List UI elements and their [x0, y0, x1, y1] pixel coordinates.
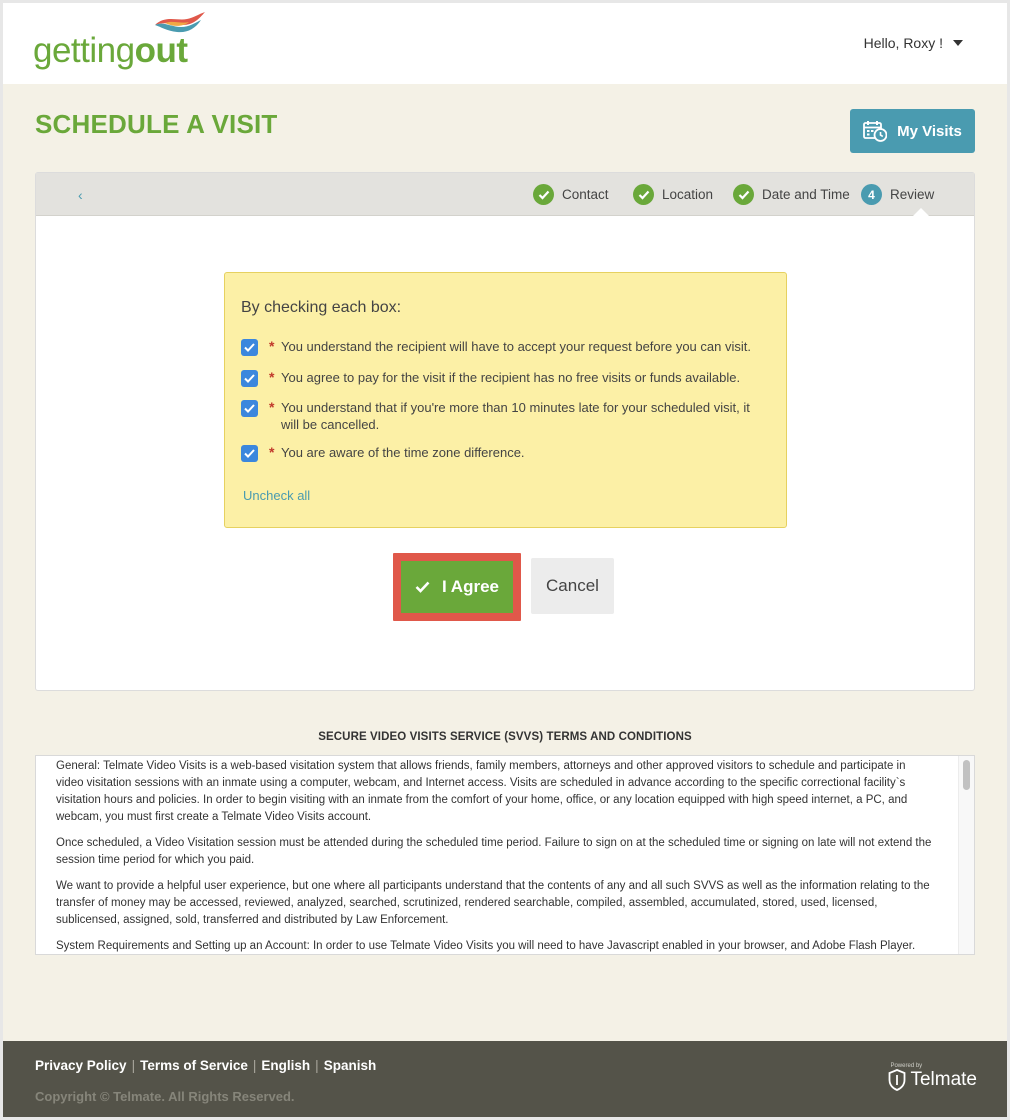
step-review[interactable]: [861, 184, 934, 205]
required-marker: *: [269, 338, 275, 354]
i-agree-button[interactable]: [401, 561, 513, 613]
link-separator: |: [252, 1058, 257, 1073]
progress-steps: [36, 173, 974, 216]
footer: [3, 1041, 1007, 1117]
terms-paragraph: Once scheduled, a Video Visitation session must be attended during the scheduled time period. Failure to sign on at the scheduled time or signing on late will not extend the session time period for which you paid.: [56, 837, 932, 866]
copyright-text: Copyright © Telmate. All Rights Reserved.: [35, 1089, 295, 1104]
terms-paragraph: General: Telmate Video Visits is a web-based visitation system that allows friends, family members, attorneys and other approved visitors to schedule and participate in video visitation sessions with an inmate using a computer, webcam, and Internet access. Visits are scheduled in advance according to the specific correctional facility`s visitation hours and policies. In order to begin visiting with an inmate from the comfort of your home, office, or any location equipped with high speed internet, a PC, and webcam, you must first create a Telmate Video Visits account.: [56, 760, 908, 823]
agreement-box: [224, 272, 787, 528]
agreement-heading: By checking each box:: [241, 299, 402, 316]
gettingout-logo[interactable]: [33, 11, 213, 75]
page-title: SCHEDULE A VISIT: [35, 109, 278, 139]
check-circle-icon: [533, 184, 554, 205]
agreement-text: You understand that if you're more than 10 minutes late for your scheduled visit, it will be cancelled.: [281, 400, 750, 432]
agreement-item: [241, 399, 771, 433]
my-visits-button[interactable]: [850, 109, 975, 153]
spanish-link[interactable]: Spanish: [323, 1058, 377, 1073]
step-number-badge: 4: [861, 184, 882, 205]
step-location[interactable]: [633, 184, 713, 205]
logo-text-light: getting: [33, 31, 135, 70]
app-frame: [3, 3, 1007, 1117]
required-marker: *: [269, 444, 275, 460]
agreement-text: You understand the recipient will have to accept your request before you can visit.: [281, 339, 751, 354]
agree-button-highlight: [393, 553, 521, 621]
step-label: Location: [662, 187, 714, 202]
check-circle-icon: [633, 184, 654, 205]
my-visits-label: My Visits: [897, 122, 962, 140]
scrollbar-thumb[interactable]: [963, 760, 970, 790]
agreement-item: [241, 444, 771, 462]
required-marker: *: [269, 369, 275, 385]
step-date-and-time[interactable]: [733, 184, 850, 205]
cancel-button[interactable]: Cancel: [531, 558, 614, 614]
top-header: [3, 3, 1007, 84]
agreement-text: You are aware of the time zone difference.: [281, 445, 525, 460]
checkbox-checked[interactable]: [241, 339, 258, 356]
agreement-item: [241, 369, 771, 387]
terms-scroll-area[interactable]: [35, 755, 975, 955]
powered-by-telmate: [888, 1063, 977, 1091]
user-menu[interactable]: [864, 35, 963, 51]
shield-icon: [888, 1069, 906, 1091]
english-link[interactable]: English: [261, 1058, 311, 1073]
check-circle-icon: [733, 184, 754, 205]
terms-of-service-link[interactable]: Terms of Service: [140, 1058, 248, 1073]
terms-paragraph: We want to provide a helpful user experience, but one where all participants understand that the contents of any and all such SVVS as well as the information relating to the transfer of money may be accessed, reviewed, analyzed, searched, scrutinized, rendered searchable, compiled, assembled, accumulated, stored, used, licensed, sublicensed, assigned, sold, transferred and distributed by Law Enforcement.: [56, 880, 930, 926]
user-greeting: Hello, Roxy !: [863, 35, 943, 51]
telmate-brand: Telmate: [910, 1069, 977, 1090]
step-label: Date and Time: [762, 187, 850, 202]
privacy-policy-link[interactable]: Privacy Policy: [35, 1058, 127, 1073]
footer-links: [35, 1058, 376, 1073]
back-link[interactable]: ‹: [78, 187, 83, 203]
step-label: Contact: [562, 187, 609, 202]
review-card: [35, 172, 975, 691]
link-separator: |: [131, 1058, 136, 1073]
checkbox-checked[interactable]: [241, 445, 258, 462]
chevron-down-icon: [953, 40, 963, 46]
powered-by-label: Powered by: [890, 1063, 923, 1069]
checkbox-checked[interactable]: [241, 370, 258, 387]
checkmark-icon: [415, 581, 430, 593]
terms-content: [56, 758, 936, 955]
active-step-pointer: [913, 208, 929, 216]
terms-scrollbar[interactable]: [958, 756, 974, 954]
terms-paragraph: System Requirements and Setting up an Account: In order to use Telmate Video Visits you will need to have Javascript enabled in your browser, and Adobe Flash Player.: [56, 940, 916, 952]
step-contact[interactable]: [533, 184, 609, 205]
agreement-text: You agree to pay for the visit if the recipient has no free visits or funds available.: [281, 370, 741, 385]
required-marker: *: [269, 399, 275, 415]
terms-title: SECURE VIDEO VISITS SERVICE (SVVS) TERMS AND CONDITIONS: [318, 731, 692, 743]
checkbox-checked[interactable]: [241, 400, 258, 417]
i-agree-label: I Agree: [441, 577, 499, 596]
uncheck-all-link[interactable]: Uncheck all: [243, 488, 311, 503]
agreement-item: [241, 338, 771, 356]
logo-text-bold: out: [134, 31, 188, 70]
step-label: Review: [890, 187, 935, 202]
link-separator: |: [315, 1058, 319, 1073]
calendar-clock-icon: [863, 120, 887, 142]
